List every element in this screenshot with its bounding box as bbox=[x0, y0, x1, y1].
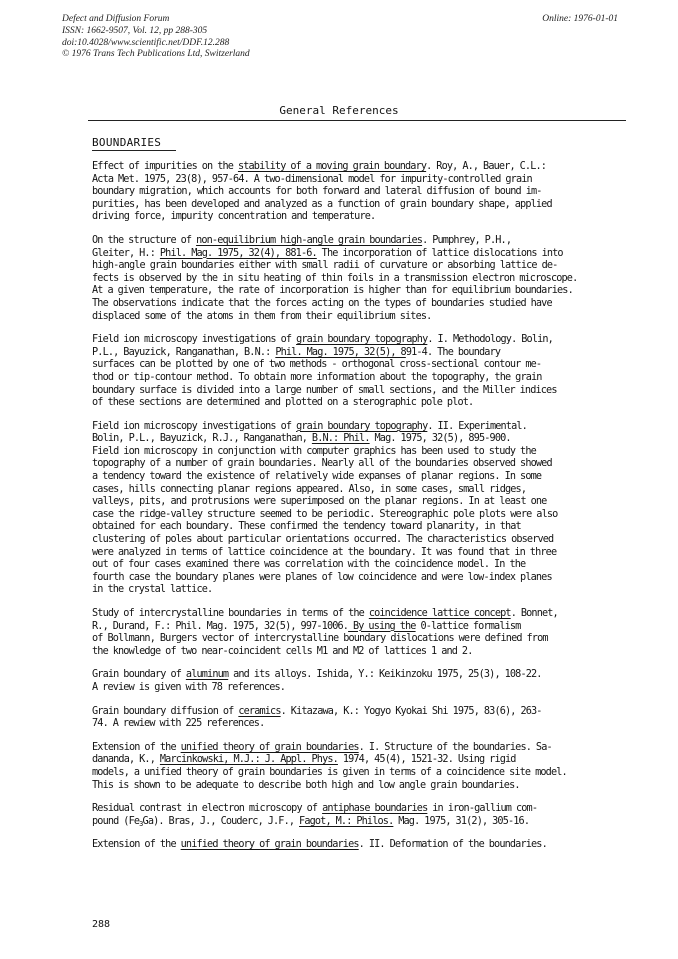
text-run: . I. Structure of the boundaries. Sa- bbox=[358, 741, 552, 753]
text-line bbox=[92, 298, 628, 311]
text-run: obtained for each boundary. These confirmed the tendency toward planarity, in that bbox=[92, 521, 521, 533]
text-run: case the ridge-valley structure seemed to be periodic. Stereographic pole plots were also bbox=[92, 508, 558, 520]
text-line bbox=[92, 347, 628, 360]
online-date: Online: 1976-01-01 bbox=[542, 14, 618, 24]
text-run: in the crystal lattice. bbox=[92, 584, 213, 596]
text-run: topography of a number of grain boundaries. Nearly all of the boundaries observed showed bbox=[92, 458, 552, 470]
text-run: Gleiter, H.: bbox=[92, 247, 160, 259]
text-line bbox=[92, 584, 628, 597]
underlined-term: unified theory of grain boundaries bbox=[180, 839, 359, 851]
text-run: high-angle grain boundaries either with small radii of curvature or absorbing lattice de- bbox=[92, 260, 558, 272]
underlined-term: Fagot, M.: Philos. bbox=[299, 815, 394, 827]
text-run: . Pumphrey, P.H., bbox=[422, 234, 512, 246]
underlined-term: grain boundary topography bbox=[296, 420, 428, 432]
text-line bbox=[92, 496, 628, 509]
text-run: 74. A rewiew with 225 references. bbox=[92, 718, 265, 730]
text-run: surfaces can be plotted by one of two methods - orthogonal cross-sectional contour me- bbox=[92, 359, 542, 371]
text-run: thod or tip-contour method. To obtain more information about the topography, the grain bbox=[92, 371, 542, 383]
text-line bbox=[92, 682, 628, 695]
text-line bbox=[92, 767, 628, 780]
text-line bbox=[92, 754, 628, 767]
text-line bbox=[92, 572, 628, 585]
text-run: clustering of poles about particular orientations occurred. The characteristics observed bbox=[92, 534, 554, 546]
doi-line: doi:10.4028/www.scientific.net/DDF.12.288 bbox=[62, 37, 230, 48]
text-line bbox=[92, 285, 628, 298]
text-run: Extension of the bbox=[92, 741, 181, 753]
text-run: Mag. 1975, 31(2), 305-16. bbox=[393, 815, 530, 827]
text-line bbox=[92, 621, 628, 634]
text-run: pound (Fe bbox=[92, 815, 140, 827]
text-run: 91-4. The boundary bbox=[405, 346, 501, 358]
text-run: in iron-gallium com- bbox=[427, 803, 538, 815]
text-line bbox=[92, 780, 628, 793]
text-run: . Kitazawa, K.: Yogyo Kyokai Shi 1975, 83(6), 263- bbox=[280, 705, 542, 717]
text-run: Acta Met. 1975, 23(8), 957-64. A two-dimensional model for impurity-controlled grain bbox=[92, 173, 532, 185]
text-run: . Bonnet, bbox=[510, 608, 558, 619]
underlined-term: coincidence lattice concept bbox=[368, 608, 511, 619]
text-line bbox=[92, 547, 628, 560]
text-line bbox=[92, 608, 628, 621]
underlined-term: unified theory of grain boundaries bbox=[180, 741, 359, 753]
text-line bbox=[92, 633, 628, 646]
text-run: . II. Experimental. bbox=[427, 420, 527, 432]
text-run: fourth case the boundary planes were planes of low coincidence and were low-index planes bbox=[92, 571, 552, 583]
text-line bbox=[92, 471, 628, 484]
text-run: dananda, K., bbox=[92, 754, 160, 766]
text-run: 0-lattice formalism bbox=[415, 620, 521, 632]
text-run: of Bollmann, Burgers vector of intercrystalline boundary dislocations were defined from bbox=[92, 633, 548, 645]
text-run: the knowledge of two near-coincident cells M1 and M2 of lattices 1 and 2. bbox=[92, 645, 473, 657]
text-run: Ga). Bras, J., Couderc, J.F., bbox=[142, 815, 300, 827]
text-run: purities, has been developed and analyzed as a function of grain boundary shape, applied bbox=[92, 198, 552, 210]
reference-entry bbox=[92, 161, 628, 224]
text-line bbox=[92, 260, 628, 273]
text-line bbox=[92, 161, 628, 174]
text-line bbox=[92, 359, 628, 372]
reference-entry bbox=[92, 839, 628, 852]
underlined-term: Marcinkowski, M.J.: J. Appl. Phys. bbox=[159, 754, 338, 766]
text-line bbox=[92, 248, 628, 261]
text-line bbox=[92, 385, 628, 398]
text-run: cases, hills connecting planar regions appeared. Also, in some cases, small ridges, bbox=[92, 483, 527, 495]
text-line bbox=[92, 718, 628, 731]
copyright-line: © 1976 Trans Tech Publications Ltd, Switzerland bbox=[62, 49, 250, 60]
text-run: boundary migration, which accounts for both forward and lateral diffusion of bound im- bbox=[92, 186, 542, 198]
text-line bbox=[92, 199, 628, 212]
issn-line: ISSN: 1662-9507, Vol. 12, pp 288-305 bbox=[62, 25, 208, 36]
text-run: . II. Deformation of the boundaries. bbox=[358, 839, 547, 851]
text-line bbox=[92, 706, 628, 719]
underlined-term: ceramics bbox=[238, 705, 281, 717]
reference-list bbox=[92, 161, 628, 863]
text-line bbox=[92, 334, 628, 347]
text-line bbox=[92, 521, 628, 534]
text-run: At a given temperature, the rate of incorporation is higher than for equilibrium boundaries. bbox=[92, 285, 573, 297]
text-run: Residual contrast in electron microscopy of bbox=[92, 803, 323, 815]
reference-entry bbox=[92, 334, 628, 410]
text-line bbox=[92, 509, 628, 522]
underlined-term: grain boundary topography bbox=[296, 334, 428, 346]
text-run: models, a unified theory of grain boundaries is given in terms of a coincidence site model. bbox=[92, 766, 567, 778]
text-run: valleys, pits, and protrusions were superimposed on the planar regions. In at least one bbox=[92, 496, 547, 508]
text-run: On the structure of bbox=[92, 234, 197, 246]
underlined-term: Phil. Mag. 1975, 32(4), 881-6. bbox=[159, 247, 317, 259]
text-line bbox=[92, 421, 628, 434]
text-run: Field ion microscopy investigations of bbox=[92, 420, 297, 432]
text-run: Field ion microscopy in conjunction with computer graphics has been used to study the bbox=[92, 445, 536, 457]
text-run: R., Durand, F.: Phil. Mag. 1975, 32(5), 997-1006. bbox=[92, 620, 349, 632]
reference-entry bbox=[92, 608, 628, 658]
masthead bbox=[62, 14, 618, 61]
reference-entry bbox=[92, 421, 628, 597]
text-run: Extension of the bbox=[92, 839, 181, 851]
text-run: Grain boundary of bbox=[92, 669, 186, 681]
text-line bbox=[92, 484, 628, 497]
text-line bbox=[92, 458, 628, 471]
text-run: and its alloys. Ishida, Y.: Keikinzoku 1975, 25(3), 108-22. bbox=[228, 669, 542, 681]
reference-entry bbox=[92, 803, 628, 828]
text-line bbox=[92, 174, 628, 187]
text-run: fects is observed by the in situ heating of thin foils in a transmission electron microscope. bbox=[92, 272, 578, 284]
text-run: a tendency toward the existence of relatively wide expanses of planar regions. In some bbox=[92, 471, 542, 483]
underlined-term: B.N.: Phil. bbox=[311, 433, 370, 445]
text-line bbox=[92, 273, 628, 286]
text-line bbox=[92, 803, 628, 816]
text-run: boundary surface is divided into a large number of small sections, and the Miller indices bbox=[92, 384, 557, 396]
underlined-term: aluminum bbox=[185, 669, 229, 681]
underlined-term: antiphase boundaries bbox=[322, 803, 428, 815]
text-run: Field ion microscopy investigations of bbox=[92, 334, 297, 346]
text-run: . Roy, A., Bauer, C.L.: bbox=[426, 161, 547, 172]
text-run: of these sections are determined and plotted on a sterographic pole plot. bbox=[92, 397, 474, 409]
reference-entry bbox=[92, 669, 628, 694]
journal-name: Defect and Diffusion Forum bbox=[62, 14, 170, 24]
underlined-term: Phil. Mag. 1975, 32(5), 8 bbox=[275, 346, 406, 358]
text-line bbox=[92, 559, 628, 572]
text-run: . I. Methodology. Bolin, bbox=[427, 334, 553, 346]
text-line bbox=[92, 534, 628, 547]
text-run: The observations indicate that the forces acting on the types of boundaries studied have bbox=[92, 297, 552, 309]
text-run: out of four cases examined there was correlation with the coincidence model. In the bbox=[92, 559, 526, 571]
text-line bbox=[92, 433, 628, 446]
text-line bbox=[92, 311, 628, 324]
boundaries-heading: BOUNDARIES bbox=[92, 136, 162, 149]
text-line bbox=[92, 211, 628, 224]
reference-entry bbox=[92, 235, 628, 323]
text-run: 1974, 45(4), 1521-32. Using rigid bbox=[337, 754, 516, 766]
text-run: were analyzed in terms of lattice coincidence at the boundary. It was found that in three bbox=[92, 546, 557, 558]
text-run: displaced some of the atoms in them from their equilibrium sites. bbox=[92, 310, 432, 322]
text-line bbox=[92, 742, 628, 755]
heading-underline bbox=[92, 150, 176, 151]
text-run: driving force, impurity concentration and temperature. bbox=[92, 211, 376, 223]
title-rule bbox=[88, 120, 626, 121]
reference-entry bbox=[92, 742, 628, 792]
underlined-term: By using the bbox=[348, 620, 416, 632]
text-run: Study of intercrystalline boundaries in terms of the bbox=[92, 608, 369, 619]
text-line bbox=[92, 186, 628, 199]
text-run: A review is given with 78 references. bbox=[92, 681, 286, 693]
text-line bbox=[92, 397, 628, 410]
text-line bbox=[92, 446, 628, 459]
text-line bbox=[92, 372, 628, 385]
text-run: Mag. 1975, 32(5), 895-900. bbox=[369, 433, 511, 445]
text-line bbox=[92, 816, 628, 829]
text-run: Bolin, P.L., Bayuzick, R.J., Ranganathan, bbox=[92, 433, 312, 445]
text-run: This is shown to be adequate to describe both high and low angle grain boundaries. bbox=[92, 779, 520, 791]
text-line bbox=[92, 839, 628, 852]
text-run: Grain boundary diffusion of bbox=[92, 705, 239, 717]
underlined-term: stability of a moving grain boundary bbox=[237, 161, 427, 172]
text-line bbox=[92, 669, 628, 682]
text-line bbox=[92, 646, 628, 659]
text-run: Effect of impurities on the bbox=[92, 161, 238, 172]
text-run: P.L., Bayuzick, Ranganathan, B.N.: bbox=[92, 346, 276, 358]
reference-entry bbox=[92, 706, 628, 731]
section-title: General References bbox=[279, 104, 399, 117]
page-number: 288 bbox=[92, 919, 111, 930]
text-run: The incorporation of lattice dislocations into bbox=[316, 247, 563, 259]
underlined-term: non-equilibrium high-angle grain boundaries bbox=[196, 234, 423, 246]
subscript: 3 bbox=[139, 819, 143, 828]
text-line bbox=[92, 235, 628, 248]
